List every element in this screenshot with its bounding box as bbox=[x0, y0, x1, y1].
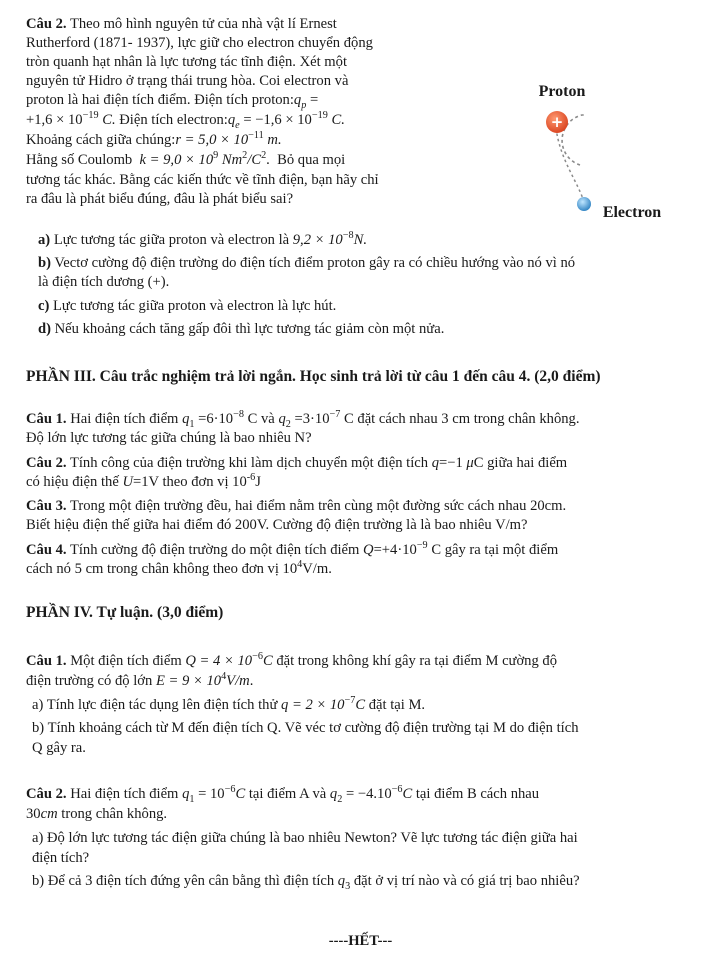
q2-line-1: Câu 2. Theo mô hình nguyên tử của nhà vật lí Ernest bbox=[26, 16, 337, 32]
q2-label: Câu 2. bbox=[26, 16, 67, 32]
part4-q1-line2: điện trường có độ lớn $E = 9 \times 10^4V/m$. bbox=[26, 671, 254, 689]
part4-q2-a: a) Độ lớn lực tương tác điện giữa chúng là bao nhiêu Newton? Vẽ lực tương tác điện giữa hai bbox=[32, 830, 578, 846]
part3-q2-line2: có hiệu điện thế U=1V theo đơn vị $10^{-6}J$ bbox=[26, 472, 261, 490]
part4-title: PHẦN IV. Tự luận. (3,0 điểm) bbox=[26, 604, 224, 621]
part4-q2-a-line2: điện tích? bbox=[32, 850, 90, 866]
footer-end: ----HẾT--- bbox=[328, 933, 393, 949]
part4-q2-line2: 30cm trong chân không. bbox=[26, 806, 168, 822]
q2-option-b: b) Vectơ cường độ điện trường do điện tích điểm proton gây ra có chiều hướng vào nó vì nó bbox=[38, 255, 576, 271]
atom-diagram-svg bbox=[460, 70, 710, 240]
part3-title: PHẦN III. Câu trắc nghiệm trả lời ngắn. Học sinh trả lời từ câu 1 đến câu 4. (2,0 điểm) bbox=[26, 368, 601, 385]
part3-q4-line2: cách nó 5 cm trong chân không theo đơn vị $10^4V/m$. bbox=[26, 559, 332, 577]
q2-line-2: Rutherford (1871- 1937), lực giữ cho electron chuyển động bbox=[26, 35, 373, 51]
q2-line-7: Khoảng cách giữa chúng:r = $5,0 \times 10^{-11}$ m. bbox=[26, 130, 282, 148]
atom-diagram bbox=[460, 70, 710, 240]
q2-option-c: c) Lực tương tác giữa proton và electron là lực hút. bbox=[38, 298, 337, 314]
q2-line-10: ra đâu là phát biểu đúng, đâu là phát biểu sai? bbox=[26, 191, 294, 207]
q2-line-9: tương tác khác. Bằng các kiến thức về tĩnh điện, bạn hãy chỉ bbox=[26, 172, 379, 188]
proton-sign: + bbox=[550, 113, 564, 131]
part3-q1-line2: Độ lớn lực tương tác giữa chúng là bao nhiêu N? bbox=[26, 430, 312, 446]
q2-line-5: proton là hai điện tích điểm. Điện tích $proton:q_p$ = bbox=[26, 92, 319, 111]
q2-option-d: d) Nếu khoảng cách tăng gấp đôi thì lực tương tác giảm còn một nửa. bbox=[38, 321, 445, 337]
q2-line-4: nguyên tử Hidro ở trạng thái trung hòa. Coi electron và bbox=[26, 73, 349, 89]
q2-option-b-line2: là điện tích dương (+). bbox=[38, 274, 170, 290]
electron-icon bbox=[577, 197, 591, 211]
q2-line-6: $+1,6 \times 10^{-19}$ C. Điện tích $electron:q_e = -1,6 \times 10^{-19}$ C. bbox=[26, 110, 345, 131]
q2-line-3: tròn quanh hạt nhân là lực tương tác tĩnh điện. Xét một bbox=[26, 54, 348, 70]
part4-q2-b: b) Để cả 3 điện tích đứng yên cân bằng thì điện tích $q_3$ đặt ở vị trí nào và có giá trị bao nhiêu? bbox=[32, 873, 580, 892]
part4-q2: Câu 2. Hai điện tích điểm $q_1 = 10^{-6}C$ tại điểm A và $q_2 = -4.10^{-6}C$ tại điểm B cách nhau bbox=[26, 784, 540, 805]
proton-icon bbox=[546, 111, 568, 133]
part3-q3: Câu 3. Trong một điện trường đều, hai điểm nằm trên cùng một đường sức cách nhau 20cm. bbox=[26, 498, 567, 514]
q2-line-8: Hằng số Coulomb $k = 9,0 \times 10^9$ $Nm^2/C^2$. Bỏ qua mọi bbox=[26, 150, 346, 168]
part3-q3-line2: Biết hiệu điện thế giữa hai điểm đó 200V. Cường độ điện trường là là bao nhiêu V/m? bbox=[26, 517, 528, 533]
part3-q4: Câu 4. Tính cường độ điện trường do một điện tích điểm $Q=+4\cdot 10^{-9}$ C gây ra tại một điểm bbox=[26, 540, 559, 558]
proton-label: Proton bbox=[538, 83, 586, 100]
part4-q1-b: b) Tính khoảng cách từ M đến điện tích Q. Vẽ véc tơ cường độ điện trường tại M do điện tích bbox=[32, 720, 579, 736]
part4-q1-a: a) Tính lực điện tác dụng lên điện tích thử $q = 2 \times 10^{-7}C$ đặt tại M. bbox=[32, 695, 426, 713]
q2-option-a: a) Lực tương tác giữa proton và electron là $9,2 \times 10^{-8}N$. bbox=[38, 230, 367, 248]
part3-q1: Câu 1. Hai điện tích điểm $q_1 =6\cdot 10^{-8}$ C và $q_2 =3\cdot 10^{-7}$ C đặt cách nhau 3 cm trong chân không. bbox=[26, 409, 580, 430]
electron-label: Electron bbox=[602, 204, 662, 221]
part4-q1: Câu 1. Một điện tích điểm $Q = 4 \times 10^{-6}C$ đặt trong không khí gây ra tại điểm M cường độ bbox=[26, 651, 558, 669]
part4-q1-b-line2: Q gây ra. bbox=[32, 740, 86, 756]
part3-q2: Câu 2. Tính công của điện trường khi làm dịch chuyển một điện tích q=−1 μC giữa hai điểm bbox=[26, 455, 568, 471]
